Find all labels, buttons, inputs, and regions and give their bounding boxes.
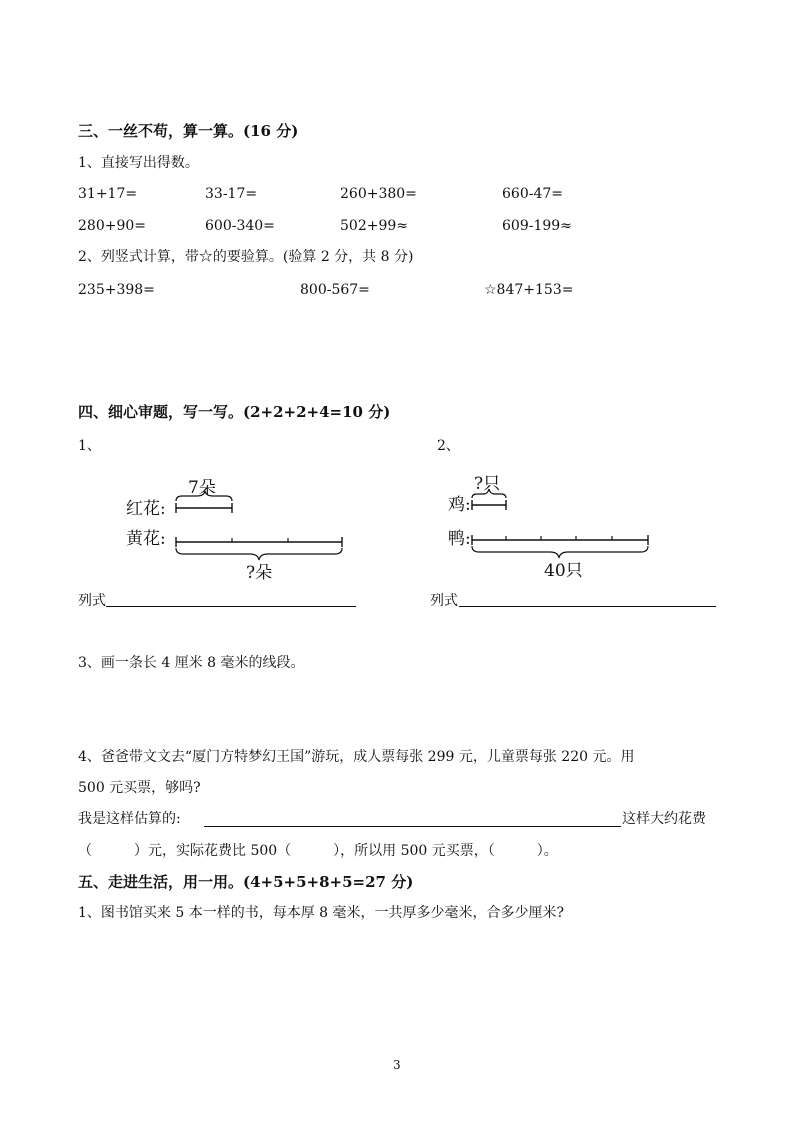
arith-item: 600-340= <box>205 218 275 234</box>
formula-answer-line[interactable] <box>106 606 356 607</box>
section-5-q1: 1、图书馆买来 5 本一样的书，每本厚 8 毫米，一共厚多少毫米，合多少厘米? <box>78 905 565 921</box>
poultry-line-diagram <box>440 470 670 585</box>
section-5-title: 五、走进生活，用一用。(4+5+5+8+5=27 分) <box>78 873 414 891</box>
duck-label: 鸭: <box>448 529 471 549</box>
chicken-label: 鸡: <box>448 495 471 515</box>
bottom-brace <box>176 548 342 560</box>
section-4-q4-line4: （ ）元，实际花费比 500（ ），所以用 500 元买票，（ ）。 <box>78 843 558 859</box>
chicken-count: ?只 <box>474 474 501 494</box>
yellow-flower-total: ?朵 <box>246 563 273 583</box>
estimate-tail: 这样大约花费 <box>622 811 706 827</box>
red-flower-count: 7朵 <box>188 478 216 498</box>
vertical-calc-item: 235+398= <box>78 282 155 298</box>
arith-item: 502+99≈ <box>340 218 408 234</box>
bottom-brace <box>472 546 648 558</box>
arith-item: 660-47= <box>502 186 563 202</box>
duck-total: 40只 <box>544 561 583 581</box>
arith-item: 260+380= <box>340 186 417 202</box>
vertical-calc-item: ☆847+153= <box>484 282 574 298</box>
section-4-q4-line2: 500 元买票，够吗? <box>78 780 201 796</box>
formula-label: 列式 <box>430 593 458 609</box>
arith-item: 280+90= <box>78 218 146 234</box>
red-flower-label: 红花: <box>126 499 166 519</box>
section-3-title: 三、一丝不苟，算一算。(16 分) <box>78 122 299 140</box>
estimate-label: 我是这样估算的: <box>78 811 181 827</box>
arith-item: 609-199≈ <box>502 218 572 234</box>
section-3-q1-label: 1、直接写出得数。 <box>78 155 199 171</box>
section-4-q3: 3、画一条长 4 厘米 8 毫米的线段。 <box>78 655 305 671</box>
yellow-flower-label: 黄花: <box>126 529 166 549</box>
section-4-q2-label: 2、 <box>437 438 460 454</box>
section-4-title: 四、细心审题，写一写。(2+2+2+4=10 分) <box>78 403 391 421</box>
page-number: 3 <box>393 1058 401 1072</box>
estimate-answer-line[interactable] <box>204 826 621 827</box>
formula-label: 列式 <box>78 593 106 609</box>
vertical-calc-item: 800-567= <box>300 282 370 298</box>
section-4-q4-line1: 4、爸爸带文文去“厦门方特梦幻王国”游玩，成人票每张 299 元，儿童票每张 220 元。用 <box>78 749 635 765</box>
formula-answer-line[interactable] <box>459 606 716 607</box>
arith-item: 31+17= <box>78 186 138 202</box>
section-4-q1-label: 1、 <box>78 438 101 454</box>
arith-item: 33-17= <box>205 186 258 202</box>
section-3-q2-label: 2、列竖式计算，带☆的要验算。(验算 2 分，共 8 分) <box>78 249 414 265</box>
flower-line-diagram <box>120 470 360 585</box>
